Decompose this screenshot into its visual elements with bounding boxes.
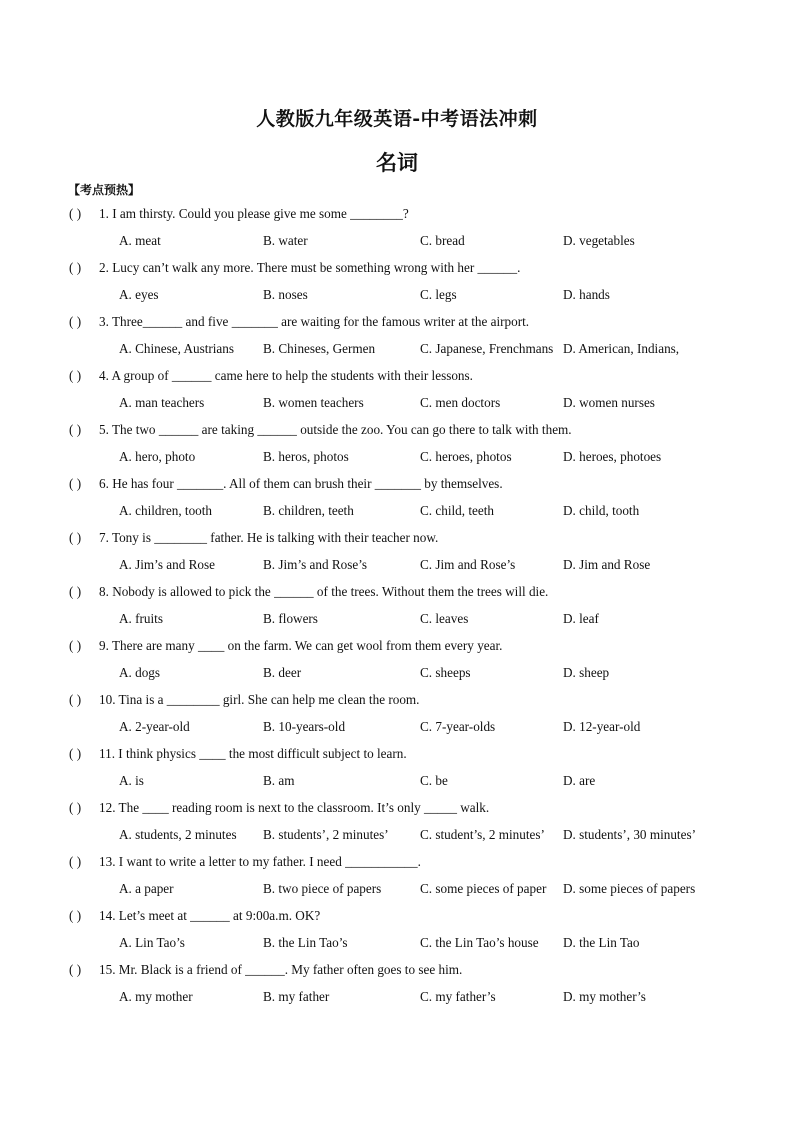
option-d: D. are <box>563 773 596 788</box>
question-line <box>69 636 502 656</box>
option-row <box>0 879 794 899</box>
option-d: D. women nurses <box>563 395 655 410</box>
question-text: 1. I am thirsty. Could you please give me some ________? <box>99 206 409 221</box>
answer-blank[interactable]: ( ) <box>69 746 82 761</box>
option-b: B. noses <box>263 287 308 302</box>
question-line <box>69 204 409 224</box>
option-c: C. Jim and Rose’s <box>420 557 516 572</box>
question-line <box>69 582 548 602</box>
question-text: 8. Nobody is allowed to pick the ______ of the trees. Without them the trees will die. <box>99 584 549 599</box>
answer-blank[interactable]: ( ) <box>69 638 82 653</box>
option-c: C. Japanese, Frenchmans <box>420 341 554 356</box>
question-item <box>0 906 794 960</box>
question-text: 7. Tony is ________ father. He is talking with their teacher now. <box>99 530 439 545</box>
question-text: 5. The two ______ are taking ______ outside the zoo. You can go there to talk with them. <box>99 422 572 437</box>
question-item <box>0 258 794 312</box>
option-b: B. Chineses, Germen <box>263 341 376 356</box>
option-c: C. 7-year-olds <box>420 719 496 734</box>
question-item <box>0 690 794 744</box>
option-a: A. Chinese, Austrians <box>119 341 235 356</box>
option-row <box>0 825 794 845</box>
option-c: C. leaves <box>420 611 469 626</box>
option-row <box>0 609 794 629</box>
option-c: C. student’s, 2 minutes’ <box>420 827 545 842</box>
option-a: A. dogs <box>119 665 161 680</box>
option-a: A. is <box>119 773 144 788</box>
question-line <box>69 906 320 926</box>
option-c: C. the Lin Tao’s house <box>420 935 539 950</box>
question-item <box>0 204 794 258</box>
document-title: 人教版九年级英语-中考语法冲刺 <box>256 108 538 130</box>
option-b: B. deer <box>263 665 302 680</box>
question-line <box>69 312 529 332</box>
option-b: B. the Lin Tao’s <box>263 935 348 950</box>
question-text: 9. There are many ____ on the farm. We can get wool from them every year. <box>99 638 503 653</box>
question-line <box>69 690 419 710</box>
question-text: 6. He has four _______. All of them can brush their _______ by themselves. <box>99 476 503 491</box>
option-c: C. men doctors <box>420 395 501 410</box>
option-row <box>0 447 794 467</box>
option-d: D. Jim and Rose <box>563 557 651 572</box>
question-item <box>0 798 794 852</box>
question-line <box>69 960 462 980</box>
option-c: C. bread <box>420 233 465 248</box>
option-a: A. fruits <box>119 611 163 626</box>
option-b: B. heros, photos <box>263 449 349 464</box>
option-d: D. leaf <box>563 611 599 626</box>
question-line <box>69 852 421 872</box>
option-row <box>0 501 794 521</box>
option-d: D. students’, 30 minutes’ <box>563 827 696 842</box>
answer-blank[interactable]: ( ) <box>69 206 82 221</box>
question-line <box>69 258 520 278</box>
question-item <box>0 636 794 690</box>
question-line <box>69 366 473 386</box>
answer-blank[interactable]: ( ) <box>69 260 82 275</box>
option-a: A. Lin Tao’s <box>119 935 185 950</box>
option-row <box>0 231 794 251</box>
option-a: A. eyes <box>119 287 159 302</box>
option-row <box>0 285 794 305</box>
option-c: C. heroes, photos <box>420 449 512 464</box>
option-a: A. students, 2 minutes <box>119 827 237 842</box>
question-text: 11. I think physics ____ the most difficult subject to learn. <box>99 746 407 761</box>
option-a: A. man teachers <box>119 395 205 410</box>
question-item <box>0 960 794 1014</box>
question-item <box>0 744 794 798</box>
option-d: D. the Lin Tao <box>563 935 640 950</box>
option-d: D. some pieces of papers <box>563 881 696 896</box>
option-d: D. my mother’s <box>563 989 646 1004</box>
option-a: A. 2-year-old <box>119 719 190 734</box>
option-d: D. sheep <box>563 665 610 680</box>
option-d: D. American, Indians, <box>563 341 680 356</box>
question-text: 4. A group of ______ came here to help the students with their lessons. <box>99 368 473 383</box>
question-item <box>0 312 794 366</box>
option-c: C. legs <box>420 287 457 302</box>
question-line <box>69 798 489 818</box>
question-text: 2. Lucy can’t walk any more. There must be something wrong with her ______. <box>99 260 521 275</box>
answer-blank[interactable]: ( ) <box>69 962 82 977</box>
answer-blank[interactable]: ( ) <box>69 854 82 869</box>
option-row <box>0 663 794 683</box>
option-b: B. women teachers <box>263 395 364 410</box>
option-b: B. am <box>263 773 295 788</box>
question-item <box>0 582 794 636</box>
section-heading: 【考点预热】 <box>68 183 141 197</box>
option-row <box>0 555 794 575</box>
question-line <box>69 474 503 494</box>
answer-blank[interactable]: ( ) <box>69 476 82 491</box>
question-text: 12. The ____ reading room is next to the classroom. It’s only _____ walk. <box>99 800 490 815</box>
question-item <box>0 366 794 420</box>
question-text: 10. Tina is a ________ girl. She can help me clean the room. <box>99 692 420 707</box>
option-d: D. heroes, photoes <box>563 449 662 464</box>
option-c: C. my father’s <box>420 989 496 1004</box>
option-row <box>0 393 794 413</box>
option-row <box>0 339 794 359</box>
option-row <box>0 987 794 1007</box>
option-b: B. children, teeth <box>263 503 354 518</box>
option-row <box>0 717 794 737</box>
option-d: D. child, tooth <box>563 503 640 518</box>
option-row <box>0 771 794 791</box>
option-row <box>0 933 794 953</box>
question-item <box>0 420 794 474</box>
option-c: C. some pieces of paper <box>420 881 547 896</box>
option-b: B. flowers <box>263 611 318 626</box>
document-subtitle: 名词 <box>376 150 418 175</box>
option-a: A. Jim’s and Rose <box>119 557 215 572</box>
answer-blank[interactable]: ( ) <box>69 422 82 437</box>
option-d: D. hands <box>563 287 610 302</box>
answer-blank[interactable]: ( ) <box>69 314 82 329</box>
option-c: C. child, teeth <box>420 503 494 518</box>
option-b: B. 10-years-old <box>263 719 346 734</box>
question-line <box>69 420 572 440</box>
option-c: C. sheeps <box>420 665 471 680</box>
question-line <box>69 528 438 548</box>
question-item <box>0 528 794 582</box>
option-b: B. students’, 2 minutes’ <box>263 827 389 842</box>
option-a: A. a paper <box>119 881 174 896</box>
option-b: B. Jim’s and Rose’s <box>263 557 368 572</box>
question-item <box>0 852 794 906</box>
question-text: 13. I want to write a letter to my father. I need ___________. <box>99 854 421 869</box>
question-item <box>0 474 794 528</box>
answer-blank[interactable]: ( ) <box>69 530 82 545</box>
option-b: B. water <box>263 233 308 248</box>
answer-blank[interactable]: ( ) <box>69 908 82 923</box>
option-a: A. children, tooth <box>119 503 213 518</box>
option-d: D. 12-year-old <box>563 719 641 734</box>
answer-blank[interactable]: ( ) <box>69 800 82 815</box>
question-text: 3. Three______ and five _______ are waiting for the famous writer at the airport. <box>99 314 530 329</box>
option-b: B. my father <box>263 989 330 1004</box>
option-a: A. hero, photo <box>119 449 196 464</box>
question-text: 15. Mr. Black is a friend of ______. My father often goes to see him. <box>99 962 463 977</box>
option-b: B. two piece of papers <box>263 881 382 896</box>
answer-blank[interactable]: ( ) <box>69 692 82 707</box>
question-text: 14. Let’s meet at ______ at 9:00a.m. OK? <box>99 908 321 923</box>
question-list <box>0 204 794 1014</box>
option-c: C. be <box>420 773 448 788</box>
answer-blank[interactable]: ( ) <box>69 584 82 599</box>
question-line <box>69 744 407 764</box>
option-d: D. vegetables <box>563 233 635 248</box>
answer-blank[interactable]: ( ) <box>69 368 82 383</box>
option-a: A. my mother <box>119 989 193 1004</box>
option-a: A. meat <box>119 233 161 248</box>
